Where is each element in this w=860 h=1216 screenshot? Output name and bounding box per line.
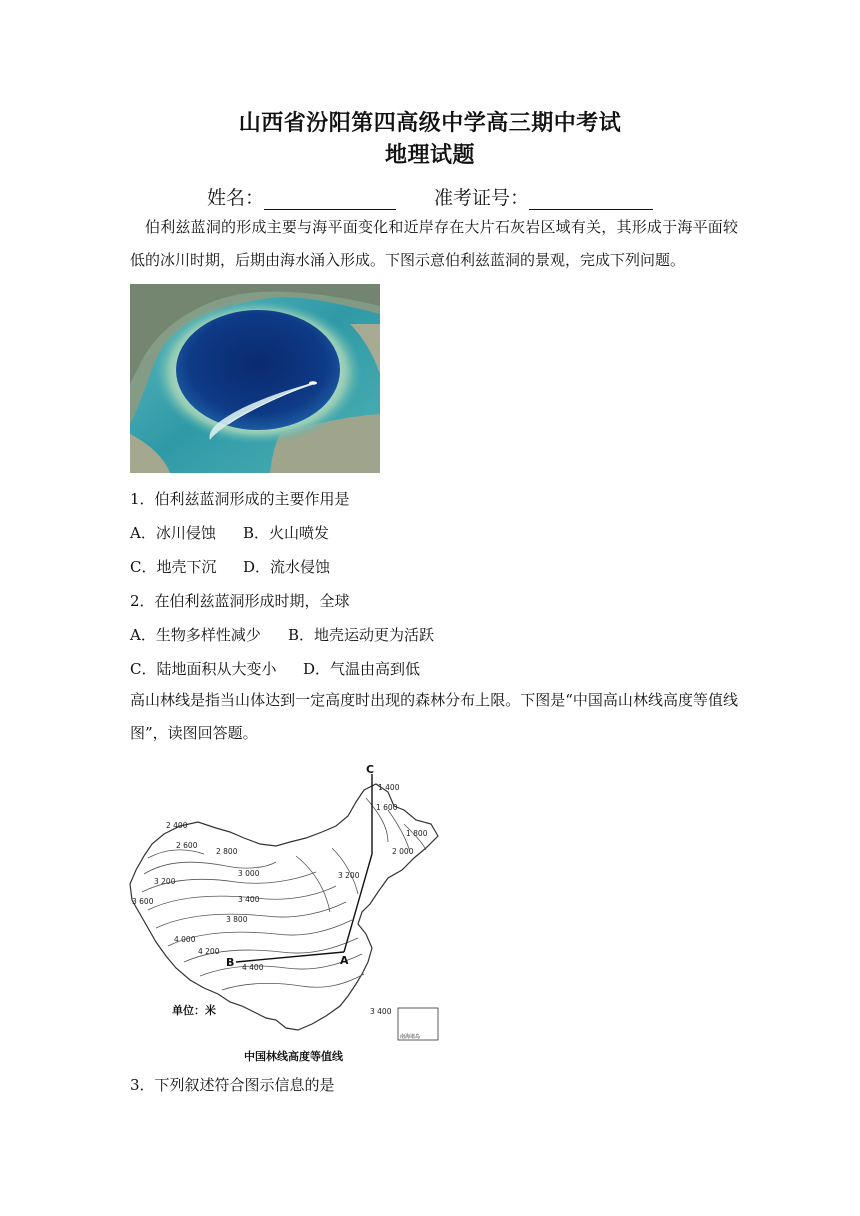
unit-label: 单位：米	[172, 1004, 216, 1017]
page-title: 山西省汾阳第四高级中学高三期中考试	[238, 110, 622, 136]
q1-option-b: B．火山喷发	[243, 524, 330, 542]
name-row	[0, 183, 860, 210]
page-subtitle: 地理试题	[384, 142, 475, 168]
contour-label: 1 600	[376, 803, 398, 812]
q2-option-c: C．陆地面积从大变小	[130, 660, 277, 678]
name-blank[interactable]	[264, 191, 396, 210]
contour-label: 3 400	[238, 895, 260, 904]
contour-label: 4 400	[242, 963, 264, 972]
blue-hole-photo	[130, 284, 380, 473]
q1-option-d: D．流水侵蚀	[243, 558, 331, 576]
contour-label: 2 600	[176, 841, 198, 850]
contour-label: 3 600	[132, 897, 154, 906]
contour-label: 3 200	[154, 877, 176, 886]
contour-label: 2 000	[392, 847, 414, 856]
point-c-label: C	[366, 763, 375, 776]
contour-label: 3 000	[238, 869, 260, 878]
point-a-label: A	[340, 954, 349, 967]
name-label: 姓名：	[206, 187, 264, 209]
exam-no-label: 准考证号：	[434, 187, 530, 209]
intro-paragraph-2: 高山林线是指当山体达到一定高度时出现的森林分布上限。下图是“中国高山林线高度等值线图”，读图回答题。	[130, 691, 738, 742]
q2-option-d: D．气温由高到低	[303, 660, 421, 678]
contour-label: 3 200	[338, 871, 360, 880]
inset-label: 南海诸岛	[400, 1034, 421, 1040]
contour-label: 4 000	[174, 935, 196, 944]
contour-label: 4 200	[198, 947, 220, 956]
q3-stem: 3．下列叙述符合图示信息的是	[130, 1076, 335, 1094]
contour-label: 3 400	[370, 1007, 392, 1016]
q1-stem: 1．伯利兹蓝洞形成的主要作用是	[130, 490, 350, 508]
contour-label: 2 400	[166, 821, 188, 830]
exam-no-blank[interactable]	[529, 191, 653, 210]
q1-option-c: C．地壳下沉	[130, 558, 217, 576]
contour-label: 1 800	[406, 829, 428, 838]
point-b-label: B	[226, 956, 235, 969]
map-caption: 中国林线高度等值线	[244, 1050, 343, 1063]
q1-option-a: A．冰川侵蚀	[130, 524, 216, 542]
contour-label: 3 800	[226, 915, 248, 924]
q2-option-a: A．生物多样性减少	[130, 626, 261, 644]
q2-stem: 2．在伯利兹蓝洞形成时期，全球	[130, 592, 350, 610]
q2-option-b: B．地壳运动更为活跃	[288, 626, 435, 644]
contour-label: 2 800	[216, 847, 238, 856]
treeline-contour-map	[126, 762, 446, 1064]
intro-paragraph-1: 伯利兹蓝洞的形成主要与海平面变化和近岸存在大片石灰岩区域有关，其形成于海平面较低的冰川时期，后期由海水涌入形成。下图示意伯利兹蓝洞的景观，完成下列问题。	[130, 218, 738, 269]
contour-label: 1 400	[378, 783, 400, 792]
